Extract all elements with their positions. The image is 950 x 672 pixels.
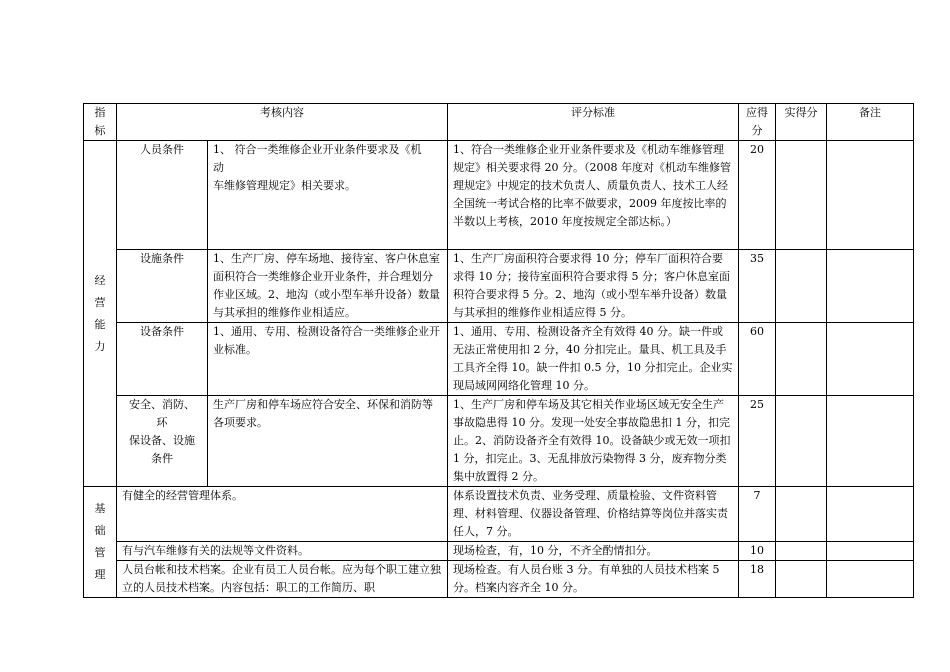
header-content: 考核内容: [117, 104, 448, 141]
standard-text: 体系设置技术负责、业务受理、质量检验、文件资料管理、材料管理、仪器设备管理、价格结算等岗位并落实责任人，7 分。: [448, 487, 739, 542]
item-label: 人员条件: [117, 141, 208, 250]
table-row: [84, 487, 914, 542]
max-score: 25: [739, 396, 776, 487]
remarks-cell[interactable]: [827, 487, 914, 542]
standard-text: 1、生产厂房和停车场及其它相关作业场区域无安全生产事故隐患得 10 分。发现一处安全事故隐患扣 1 分，扣完止。2、消防设备齐全有效得 10。设备缺少或无效一项扣 1 分，扣完止。3、无乱排放污染物得 3 分，废弃物分类集中放置得 2 分。: [448, 396, 739, 487]
remarks-cell[interactable]: [827, 561, 914, 598]
header-max-score: 应得分: [739, 104, 776, 141]
header-indicator: 指标: [84, 104, 117, 141]
assessment-table: [83, 103, 914, 598]
requirement-text: 1、生产厂房、停车场地、接待室、客户休息室面积符合一类维修企业开业条件，并合理划分作业区域。2、地沟（或小型车举升设备）数量与其承担的维修作业相适应。: [208, 250, 448, 323]
standard-text: 1、符合一类维修企业开业条件要求及《机动车维修管理规定》相关要求得 20 分。（2008 年度对《机动车维修管理规定》中规定的技术负责人、质量负责人、技术工人经全国统一考试合格的比率不做要求，2009 年度按比率的半数以上考核，2010 年度按规定全部达标。）: [448, 141, 739, 250]
actual-score-cell[interactable]: [776, 396, 827, 487]
table-header-row: [84, 104, 914, 141]
table-row: [84, 141, 914, 250]
standard-text: 1、通用、专用、检测设备齐全有效得 40 分。缺一件或无法正常使用扣 2 分，40 分扣完止。量具、机工具及手工具齐全得 10。缺一件扣 0.5 分，10 分扣完止。企业实现局域网网络化管理 10 分。: [448, 323, 739, 396]
category-operating-capacity: 经营能力: [84, 141, 117, 487]
max-score: 20: [739, 141, 776, 250]
max-score: 60: [739, 323, 776, 396]
requirement-text: 人员台帐和技术档案。企业有员工人员台帐。应为每个职工建立独立的人员技术档案。内容包括：职工的工作简历、职: [117, 561, 448, 598]
table-row: [84, 323, 914, 396]
table-row: [84, 542, 914, 561]
item-label: 安全、消防、 环 保设备、设施 条件: [117, 396, 208, 487]
standard-text: 现场检查。有人员台账 3 分。有单独的人员技术档案 5 分。档案内容齐全 10 分。: [448, 561, 739, 598]
actual-score-cell[interactable]: [776, 542, 827, 561]
header-remarks: 备注: [827, 104, 914, 141]
remarks-cell[interactable]: [827, 396, 914, 487]
requirement-text: 1、通用、专用、检测设备符合一类维修企业开业标准。: [208, 323, 448, 396]
table-row: [84, 250, 914, 323]
actual-score-cell[interactable]: [776, 250, 827, 323]
remarks-cell[interactable]: [827, 323, 914, 396]
actual-score-cell[interactable]: [776, 561, 827, 598]
category-basic-management: 基础管理: [84, 487, 117, 598]
remarks-cell[interactable]: [827, 250, 914, 323]
standard-text: 1、生产厂房面积符合要求得 10 分；停车厂面积符合要求得 10 分；接待室面积符合要求得 5 分；客户休息室面积符合要求得 5 分。2、地沟（或小型车举升设备）数量与其承担的维修作业相适应得 5 分。: [448, 250, 739, 323]
actual-score-cell[interactable]: [776, 141, 827, 250]
standard-text: 现场检查，有，10 分，不齐全酌情扣分。: [448, 542, 739, 561]
requirement-text: 有健全的经营管理体系。: [117, 487, 448, 542]
table-row: [84, 396, 914, 487]
header-actual-score: 实得分: [776, 104, 827, 141]
max-score: 10: [739, 542, 776, 561]
requirement-text: 生产厂房和停车场应符合安全、环保和消防等各项要求。: [208, 396, 448, 487]
requirement-text: 1、 符合一类维修企业开业条件要求及《机 动 车维修管理规定》相关要求。: [208, 141, 448, 250]
max-score: 35: [739, 250, 776, 323]
actual-score-cell[interactable]: [776, 323, 827, 396]
table-row: [84, 561, 914, 598]
header-standard: 评分标准: [448, 104, 739, 141]
max-score: 7: [739, 487, 776, 542]
item-label: 设施条件: [117, 250, 208, 323]
actual-score-cell[interactable]: [776, 487, 827, 542]
item-label: 设备条件: [117, 323, 208, 396]
remarks-cell[interactable]: [827, 542, 914, 561]
requirement-text: 有与汽车维修有关的法规等文件资料。: [117, 542, 448, 561]
max-score: 18: [739, 561, 776, 598]
remarks-cell[interactable]: [827, 141, 914, 250]
